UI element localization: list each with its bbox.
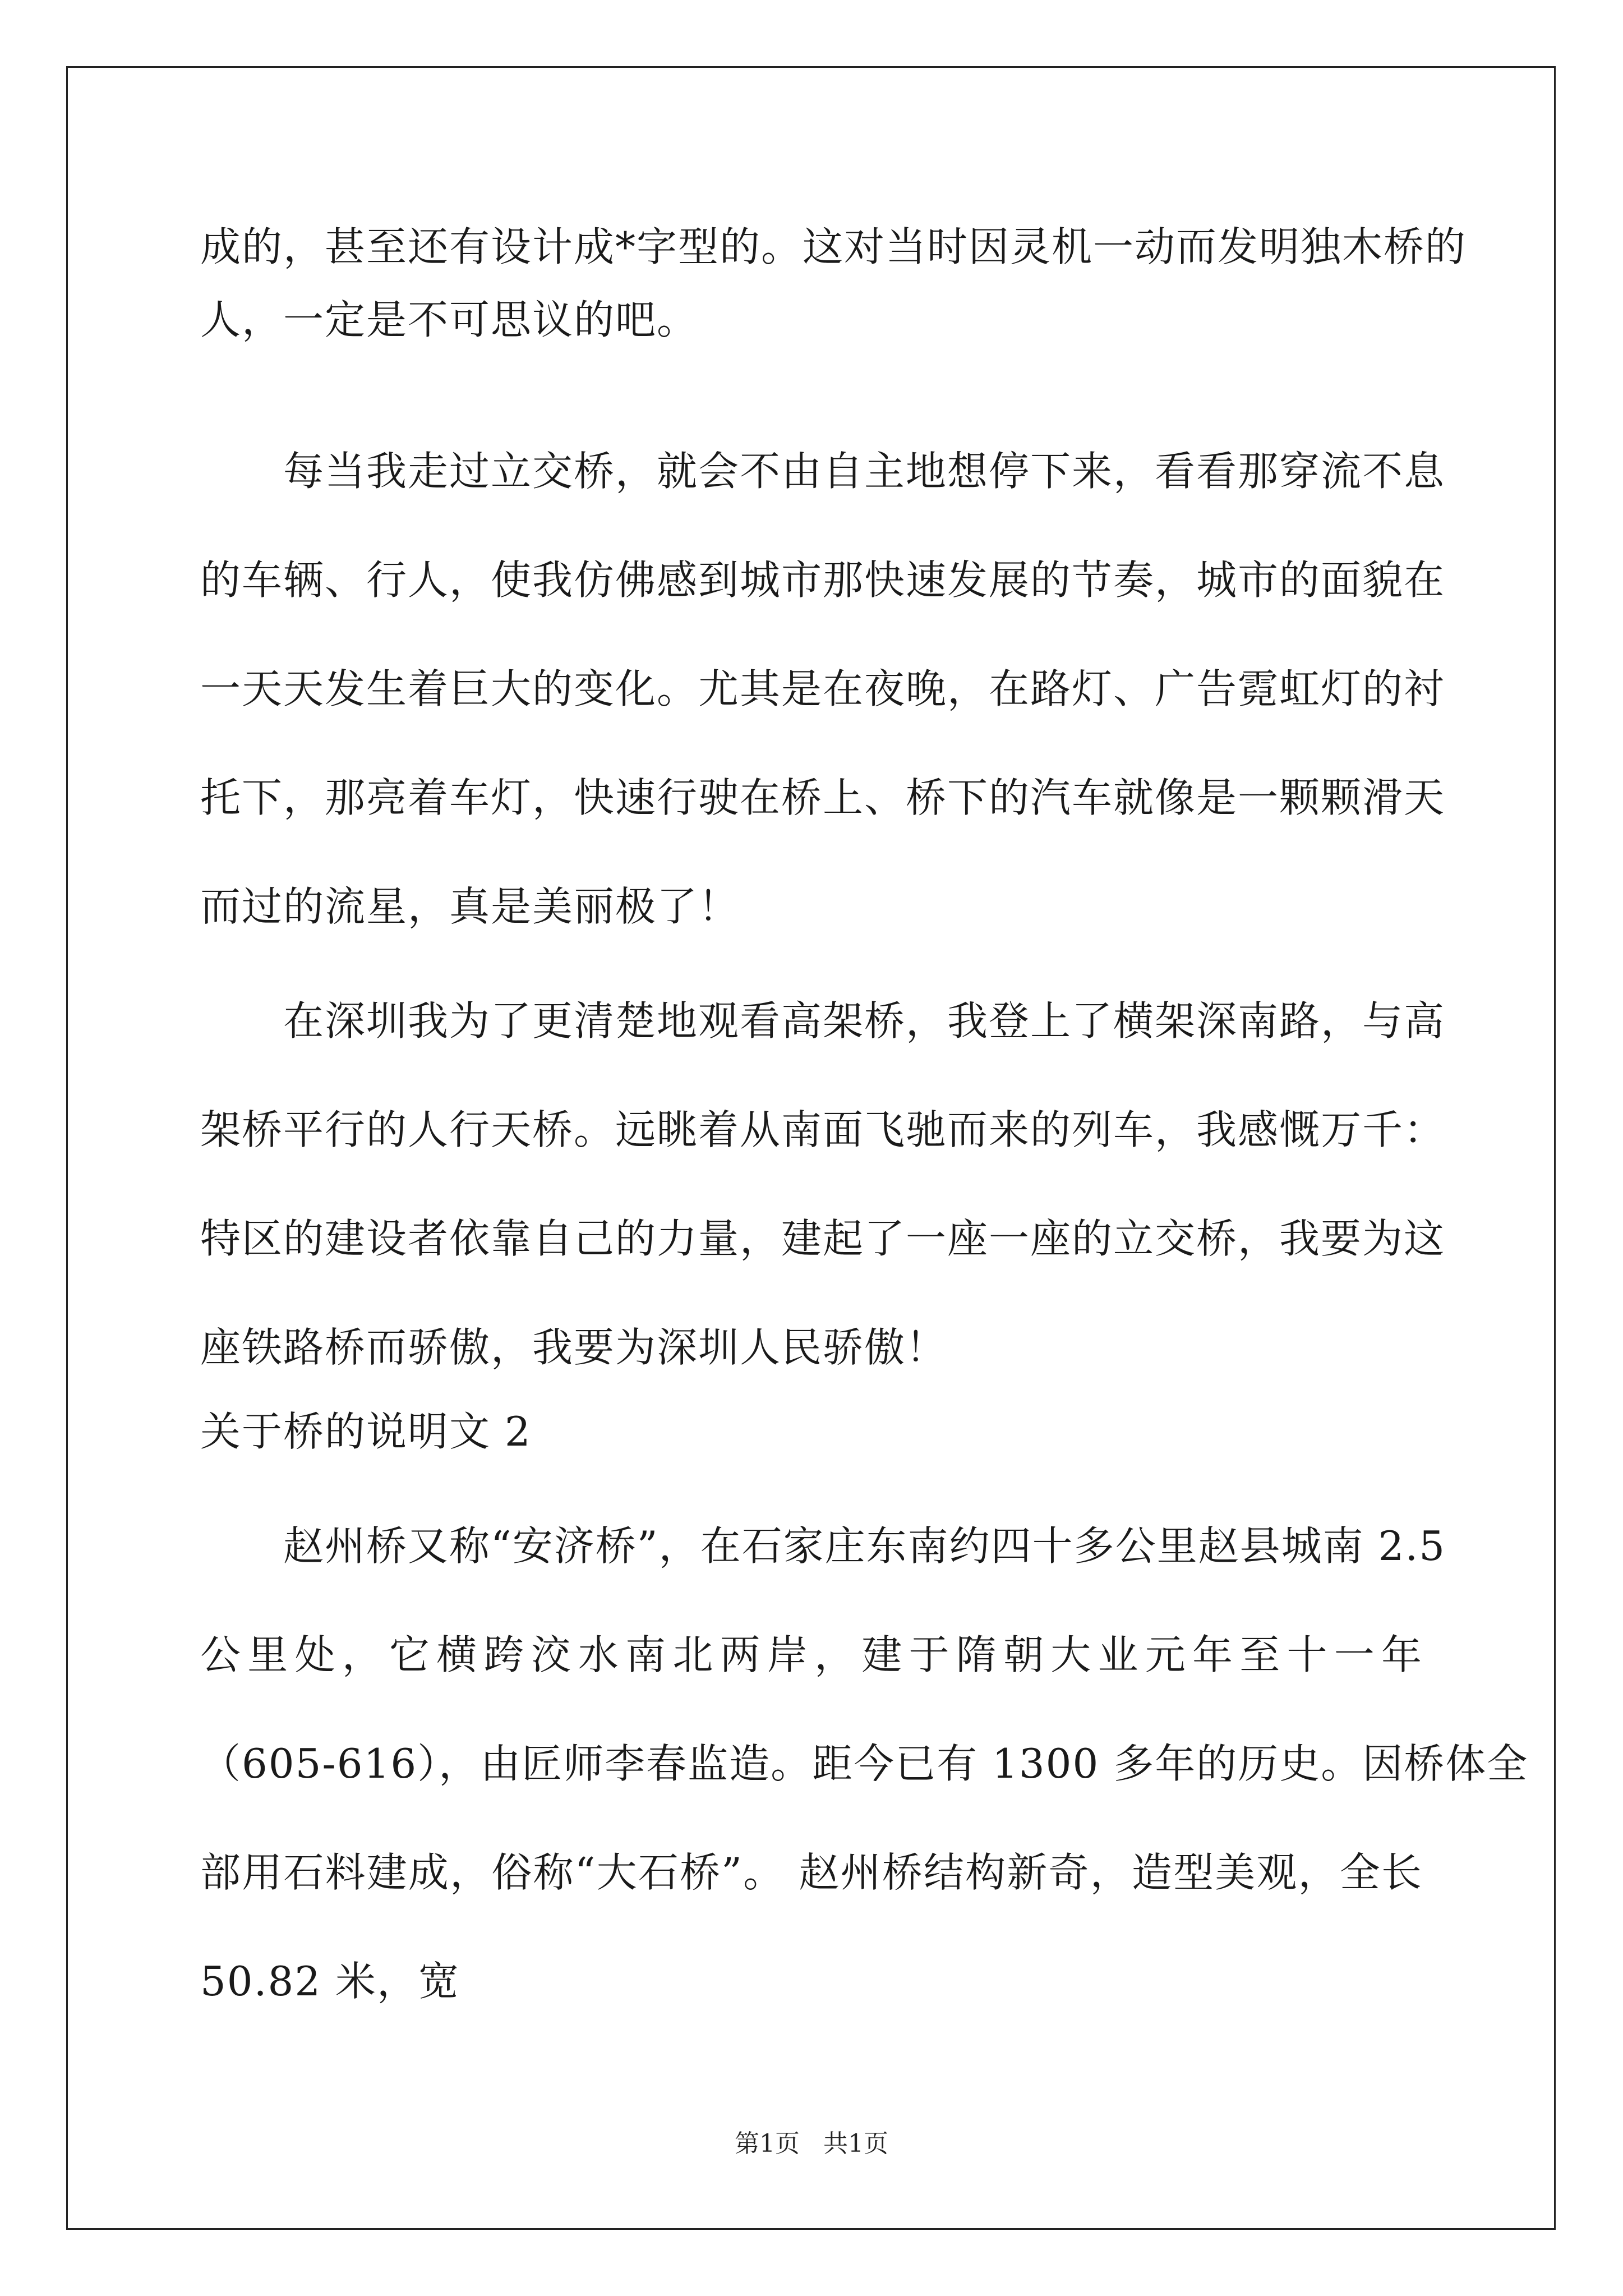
text-line: 成的，甚至还有设计成*字型的。这对当时因灵机一动而发明独木桥的 (200, 223, 1467, 270)
text-line: 部用石料建成，俗称“大石桥”。 赵州桥结构新奇，造型美观，全长 (200, 1849, 1423, 1896)
text-line: 架桥平行的人行天桥。远眺着从南面飞驰而来的列车，我感慨万千： (200, 1106, 1446, 1153)
section-heading: 关于桥的说明文 2 (200, 1408, 532, 1455)
text-line: 的车辆、行人，使我仿佛感到城市那快速发展的节奏，城市的面貌在 (200, 556, 1446, 604)
text-line: 座铁路桥而骄傲，我要为深圳人民骄傲！ (200, 1324, 948, 1371)
paragraph-first-line: 每当我走过立交桥，就会不由自主地想停下来，看看那穿流不息 (283, 448, 1446, 495)
text-line: 人，一定是不可思议的吧。 (200, 296, 699, 343)
text-line: 特区的建设者依靠自己的力量，建起了一座一座的立交桥，我要为这 (200, 1215, 1446, 1262)
text-line: 公里处，它横跨洨水南北两岸，建于隋朝大业元年至十一年 (200, 1631, 1423, 1678)
paragraph-first-line: 赵州桥又称“安济桥”，在石家庄东南约四十多公里赵县城南 2.5 (283, 1522, 1446, 1570)
text-line: （605-616），由匠师李春监造。距今已有 1300 多年的历史。因桥体全 (200, 1740, 1529, 1787)
text-line: 而过的流星，真是美丽极了！ (200, 883, 740, 930)
paragraph-first-line: 在深圳我为了更清楚地观看高架桥，我登上了横架深南路，与高 (283, 997, 1446, 1045)
page-footer: 第1页 共1页 (735, 2129, 888, 2158)
text-line: 50.82 米，宽 (200, 1958, 460, 2005)
text-line: 一天天发生着巨大的变化。尤其是在夜晚，在路灯、广告霓虹灯的衬 (200, 665, 1446, 712)
text-line: 托下，那亮着车灯，快速行驶在桥上、桥下的汽车就像是一颗颗滑天 (200, 774, 1446, 821)
